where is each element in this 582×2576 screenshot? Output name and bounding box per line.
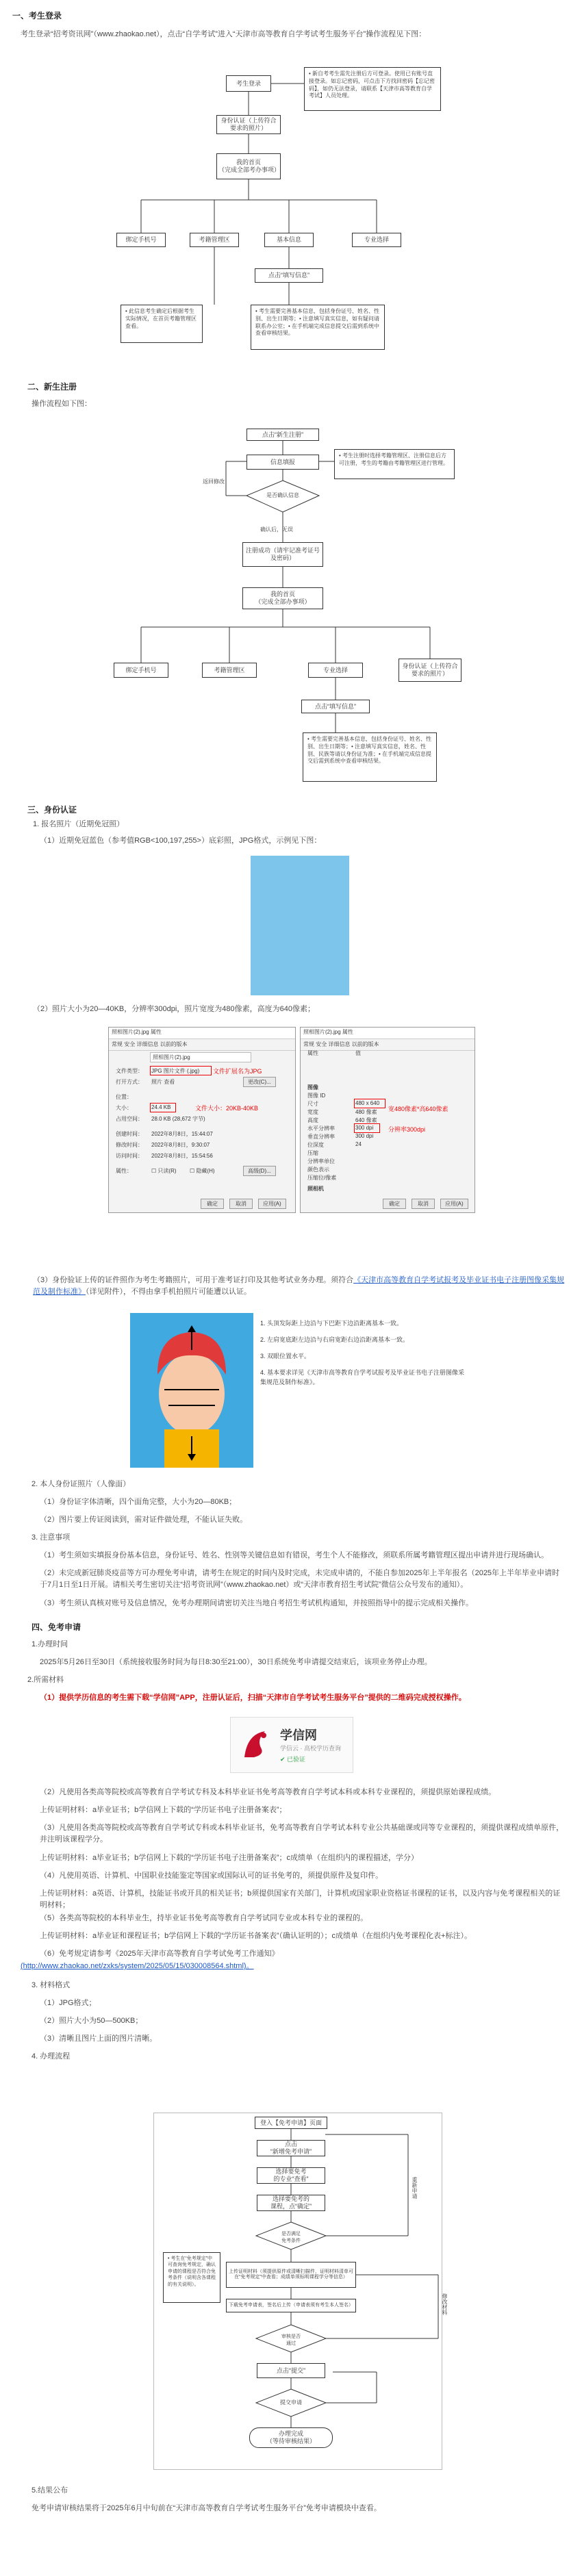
flow-side-modify: 修改材料 <box>442 2293 448 2315</box>
flow-complete: 办理完成 （等待审核结果） <box>249 2427 333 2448</box>
flow-bind-phone-2: 绑定手机号 <box>114 663 168 678</box>
result-subtitle: 5.结果公布 <box>31 2486 68 2495</box>
id-card-req-2: （2）图片要上传证阅读到，需对证件做处理，不能认证失败。 <box>40 1516 248 1524</box>
flow-info-fill: 信息填报 <box>246 455 319 470</box>
material-5b: 上传证明材料：a毕业证和课程证书；b学信网上下载的“学历证书备案表”（确认证明的）；c成绩单（在组织内免考课程化表+标注）。 <box>40 1932 472 1940</box>
process-subtitle: 4. 办理流程 <box>31 2052 71 2061</box>
flow-exam-area-2: 考籍管理区 <box>202 663 257 678</box>
file-type-value: JPG 图片文件 (.jpg) <box>151 1068 200 1074</box>
material-3b: 上传证明材料：a毕业证书；b学信网上下载的“学历证书电子注册备案表”；c成绩单（在组织内的课程描述，学分） <box>40 1854 419 1862</box>
xuexin-logo-icon <box>240 1727 272 1761</box>
depth-value: 24 <box>355 1141 362 1147</box>
dpi-note: 分辨率300dpi <box>388 1126 426 1133</box>
format-2: （2）照片大小为50—500KB； <box>40 2017 143 2025</box>
flow-confirm-yes: 确认后，无误 <box>260 526 293 533</box>
xuexin-subtitle: 学信云 · 高校学历查询 <box>280 1745 341 1752</box>
time-subtitle: 1.办理时间 <box>31 1640 68 1648</box>
ok-button-2[interactable]: 确定 <box>383 1199 406 1209</box>
image-section: 图像 <box>307 1084 318 1091</box>
flow-select-course: 选择要免考的 课程，点“确定” <box>257 2195 325 2211</box>
image-rows: 图像 ID 尺寸 宽度 高度 水平分辨率 垂直分辨率 位深度 压缩 分辨率单位 颜色表示 压缩位/像素 <box>307 1093 337 1181</box>
flow-login-note: • 新自考考生需先注册后方可登录。使用已有账号直接登录。如忘记密码，可点击下方找回密码【忘记密码】，如仍无法登录，请联系【天津市高等教育自学考试】人员处理。 <box>304 67 441 111</box>
modified-value: 2022年8月8日，9:30:07 <box>151 1142 210 1148</box>
window-tabs-2[interactable]: 常规 安全 详细信息 以前的版本 <box>301 1039 475 1051</box>
photo-req-2: （2）照片大小为20—40KB，分辨率300dpi，照片宽度为480像素，高度为640像素； <box>33 1005 315 1013</box>
photo-guide-text: 1. 头顶发际距上边沿与下巴距下边沿距离基本一致。 2. 左肩宽底距左边沿与右肩宽距右边沿距离基本一致。 3. 双眼位置水平。 4. 基本要求详见《天津市高等教育自学考试报考及毕业证书电子注册图像采集规范及制作标准》。 <box>260 1320 465 1386</box>
id-card-req-1: （1）身份证字体清晰，四个面角完整，大小为20—80KB； <box>40 1498 237 1506</box>
sample-blue-photo <box>251 856 349 995</box>
attr-label: 属性： <box>116 1168 132 1174</box>
created-value: 2022年8月8日，15:44:07 <box>151 1131 213 1137</box>
material-4: （4）凡使用英语、计算机、中国职业技能鉴定等国家或国际认可的证书免考的，须提供原件及复印件。 <box>40 1872 383 1880</box>
materials-subtitle: 2.所需材料 <box>27 1676 64 1684</box>
flow-note-left: • 此信息考生确定后根据考生实际情况，在首页考籍管理区查看。 <box>121 305 203 343</box>
size-highlight-2 <box>354 1099 385 1108</box>
access-value: 2022年8月8日，15:54:56 <box>151 1153 213 1159</box>
file-details-window <box>300 1027 475 1213</box>
file-properties-window <box>108 1027 296 1213</box>
location-label: 位置： <box>116 1094 132 1100</box>
flow-side-reapply: 重新申请 <box>412 2177 418 2199</box>
advanced-button[interactable]: 高级(D)... <box>243 1166 276 1176</box>
hidden-checkbox[interactable]: ☐ 隐藏(H) <box>190 1168 215 1174</box>
flow-enter-page: 登入【免考申请】页面 <box>255 2117 327 2129</box>
id-card-subtitle: 2. 本人身份证照片（人像面） <box>31 1480 131 1488</box>
flow-condition-diamond: 是否满足 免考条件 <box>281 2232 301 2243</box>
flow-major-2: 专业选择 <box>308 663 363 678</box>
flow-homepage-2: 我的首页 （完成全部办事项） <box>242 587 323 609</box>
disk-value: 28.0 KB (28,672 字节) <box>151 1116 205 1122</box>
format-3: （3）清晰且图片上面的图片清晰。 <box>40 2035 157 2043</box>
section-title-register: 二、新生注册 <box>27 382 77 392</box>
access-label: 访问时间： <box>116 1153 143 1159</box>
file-type-label: 文件类型： <box>116 1068 143 1074</box>
flow-exam-area: 考籍管理区 <box>190 233 239 247</box>
flow-register-note-bottom: • 考生需要完善基本信息，包括身份证号、姓名、性别、出生日期等；• 注意填写真实信息，姓名、性别、民族等请以身份证为准；• 在手机端完成信息提交后需到系统中查看审核结果。 <box>303 732 437 782</box>
flow-upload-proof: 上传证明材料（须提供原件或清晰扫描件，证明材料清单可在“免考规定”中查看；成绩单须标明课程学分等信息） <box>226 2262 356 2288</box>
camera-section: 照相机 <box>307 1186 324 1192</box>
note-3: （3）考生须认真核对账号及信息情况，免考办理期间请密切关注当地自考招生考试机构通知，并按照指导中的提示完成相关操作。 <box>40 1599 474 1607</box>
flow-note-right: • 考生需要完善基本信息，包括身份证号、姓名、性别、出生日期等；• 注意填写真实信息，如有疑问请联系办公室；• 在手机端完成信息提交后需到系统中查看审核结果。 <box>251 305 385 350</box>
flow-review-diamond: 审核是否 通过 <box>281 2334 301 2346</box>
flow-bind-phone: 绑定手机号 <box>116 233 166 247</box>
xuexin-requirement: （1）提供学历信息的考生需下载“学信网”APP，注册认证后，扫描“天津市自学考试考生服务平台”提供的二维码完成授权操作。 <box>40 1694 466 1702</box>
xuexin-badge: ✔ 已验证 <box>280 1756 306 1763</box>
flow-login: 考生登录 <box>226 75 271 92</box>
width-value: 480 像素 <box>355 1109 377 1115</box>
disk-label: 占用空间： <box>116 1116 143 1122</box>
flow-basic-info: 基本信息 <box>264 233 314 247</box>
ok-button[interactable]: 确定 <box>201 1199 224 1209</box>
readonly-checkbox[interactable]: ☐ 只读(R) <box>151 1168 177 1174</box>
open-with-label: 打开方式： <box>116 1079 143 1085</box>
file-type-note: 文件扩展名为JPG <box>213 1068 262 1075</box>
flow-submit: 点击“提交” <box>257 2363 325 2378</box>
size-value: 24.4 KB <box>151 1104 171 1110</box>
material-4b: 上传证明材料：a英语、计算机，技能证书或开具的相关证书；b须提供国家有关部门，计算机或国家职业资格证书课程的证书，以及内容与免考课程相关的证明材料； <box>40 1889 561 1909</box>
open-with-value: 照片 查看 <box>151 1079 175 1085</box>
window-tabs[interactable]: 常规 安全 详细信息 以前的版本 <box>109 1039 295 1051</box>
format-1: （1）JPG格式； <box>40 1999 97 2007</box>
photo-req-1: （1）近期免冠蓝色（参考值RGB<100,197,255>）底彩照，JPG格式，示例见下图： <box>40 837 322 845</box>
flow-download-form: 下载免考申请表，签名后上传（申请表须有考生本人签名） <box>226 2299 356 2312</box>
size-value-2: 480 x 640 <box>355 1100 380 1106</box>
material-3: （3）凡使用各类高等院校或高等教育自学考试专科或本科毕业证书，免考高等教育自学考试本科专业公共基础课或同等专业课程的，须提供课程成绩单原件，并注明该课程学分。 <box>40 1824 564 1844</box>
modified-label: 修改时间： <box>116 1142 143 1148</box>
hres-value: 300 dpi <box>355 1125 374 1131</box>
flow-major-select: 专业选择 <box>352 233 401 247</box>
dpi-highlight <box>354 1123 380 1133</box>
time-text: 2025年5月26日至30日（系统接收服务时间为每日8:30至21:00），30日系统免考申请提交结束后，该项业务停止办理。 <box>40 1658 432 1666</box>
flow-select-major: 选择要免考 的专业“查看” <box>257 2167 325 2184</box>
format-subtitle: 3. 材料格式 <box>31 1981 71 1989</box>
result-text: 免考申请审核结果将于2025年6月中旬前在“天津市高等教育自学考试考生服务平台”免考申请模块中查看。 <box>31 2504 381 2512</box>
flow-fill-info: 点击“填写信息” <box>255 268 323 283</box>
photo-req-3: （3）身份验证上传的证件照作为考生考籍照片，可用于准考证打印及其他考试业务办理。须符合《天津市高等教育自学考试报考及毕业证书电子注册图像采集规范及制作标准》（详见附件），不得由拿手机拍照片可能遭以认证。 <box>33 1276 565 1296</box>
val-header: 值 <box>355 1050 361 1056</box>
xuexin-name: 学信网 <box>280 1729 317 1742</box>
section-title-exemption: 四、免考申请 <box>31 1622 81 1632</box>
created-label: 创建时间： <box>116 1131 143 1137</box>
exemption-notice-link[interactable]: (http://www.zhaokao.net/zxks/system/2025/05/15/030008564.shtml)。 <box>21 1962 254 1970</box>
flow-confirm-diamond: 是否确认信息 <box>266 492 299 498</box>
window-title-2: 照相图片(2).jpg 属性 <box>301 1028 475 1039</box>
photo-subtitle: 1. 报名照片（近期免冠照） <box>33 820 125 828</box>
face-guide-drawing <box>130 1313 253 1468</box>
prop-header: 属性 <box>307 1050 318 1056</box>
flow-return-label: 返回修改 <box>203 479 225 485</box>
flow-fill-info-2: 点击“填写信息” <box>301 700 370 713</box>
photo-guide-illustration <box>130 1313 253 1468</box>
material-2: （2）凡使用各类高等院校或高等教育自学考试专科及本科毕业证书免考高等教育自学考试本科或本科专业课程的，须提供原始课程成绩。 <box>40 1788 496 1796</box>
size-note: 文件大小：20KB-40KB <box>195 1105 259 1112</box>
note-1: （1）考生须如实填报身份基本信息，身份证号、姓名、性别等关键信息如有错误，考生个人不能修改，须联系所属考籍管理区提出申请并进行现场确认。 <box>40 1551 549 1559</box>
xuexin-app-card[interactable] <box>230 1717 353 1773</box>
flow-new-application: 点击 “新增免考申请” <box>257 2140 325 2156</box>
flow-register-success: 注册成功（请牢记准考证号及密码） <box>242 542 323 567</box>
section-title-login: 一、考生登录 <box>12 11 62 21</box>
flow-submit-diamond: 提交申请 <box>280 2399 302 2406</box>
register-intro: 操作流程如下图： <box>31 400 92 408</box>
vres-value: 300 dpi <box>355 1133 374 1139</box>
cancel-button[interactable]: 取消 <box>229 1199 253 1209</box>
material-2b: 上传证明材料：a毕业证书；b学信网上下载的“学历证书电子注册备案表”； <box>40 1806 287 1814</box>
file-type-highlight <box>150 1066 212 1075</box>
material-5: （5）各类高等院校的本科毕业生，持毕业证书免考高等教育自学考试同专业或本科专业的课程的。 <box>40 1914 368 1922</box>
flow-click-register: 点击“新生注册” <box>246 429 319 441</box>
section-title-identity: 三、身份认证 <box>27 805 77 815</box>
notes-subtitle: 3. 注意事项 <box>31 1533 71 1542</box>
flow-identity-2: 身份认证（上传符合要求的照片） <box>398 659 461 682</box>
dim-note: 宽480像素*高640像素 <box>388 1106 448 1112</box>
window-title: 照相图片(2).jpg 属性 <box>109 1028 295 1039</box>
apply-button-2[interactable]: 应用(A) <box>440 1199 468 1209</box>
xuexin-logo <box>240 1727 272 1761</box>
flow-exemption-note: • 考生在“免考规定”中可查询免考规定，确认申请的课程是否符合免考条件（说明含各课程的有关说明）。 <box>163 2252 220 2303</box>
apply-button[interactable]: 应用(A) <box>258 1199 286 1209</box>
filename-field[interactable]: 照相图片(2).jpg <box>150 1052 251 1062</box>
standard-link[interactable]: 《天津市高等教育自学考试报考及毕业证书电子注册图像采集规范及制作标准》 <box>33 1276 565 1296</box>
cancel-button-2[interactable]: 取消 <box>412 1199 435 1209</box>
size-label: 大小： <box>116 1105 132 1111</box>
material-6: （6）免考规定请参考《2025年天津市高等教育自学考试免考工作通知》 <box>40 1950 279 1958</box>
height-value: 640 像素 <box>355 1117 377 1123</box>
note-2: （2）未完成新冠肺炎疫苗等方可办理免考申请，请考生在规定的时间内及时完成，未完成申请的，不能自参加2025年上半年报名（2025年上半年毕业申请时于7月1日至1日开展。请相关考生密切关注“招考资讯网”（www.zhaokao.net）或“天津市教育招生考试院”微信公众号发布的通知）。 <box>40 1569 560 1589</box>
size-highlight <box>150 1103 176 1112</box>
flow-identity-auth: 身份认证（上传符合要求的照片） <box>216 115 281 134</box>
flow-my-homepage: 我的首页 （完成全部考办事项） <box>216 153 281 179</box>
change-button[interactable]: 更改(C)... <box>243 1077 276 1087</box>
flow-register-note: • 考生注册时选择考籍管理区、注册信息后方可注册，考生的考籍由考籍管理区进行管理。 <box>334 449 455 479</box>
login-intro: 考生登录“招考资讯网”（www.zhaokao.net），点击“自学考试”进入“天津市高等教育自学考试考生服务平台”操作流程见下图： <box>21 30 427 38</box>
